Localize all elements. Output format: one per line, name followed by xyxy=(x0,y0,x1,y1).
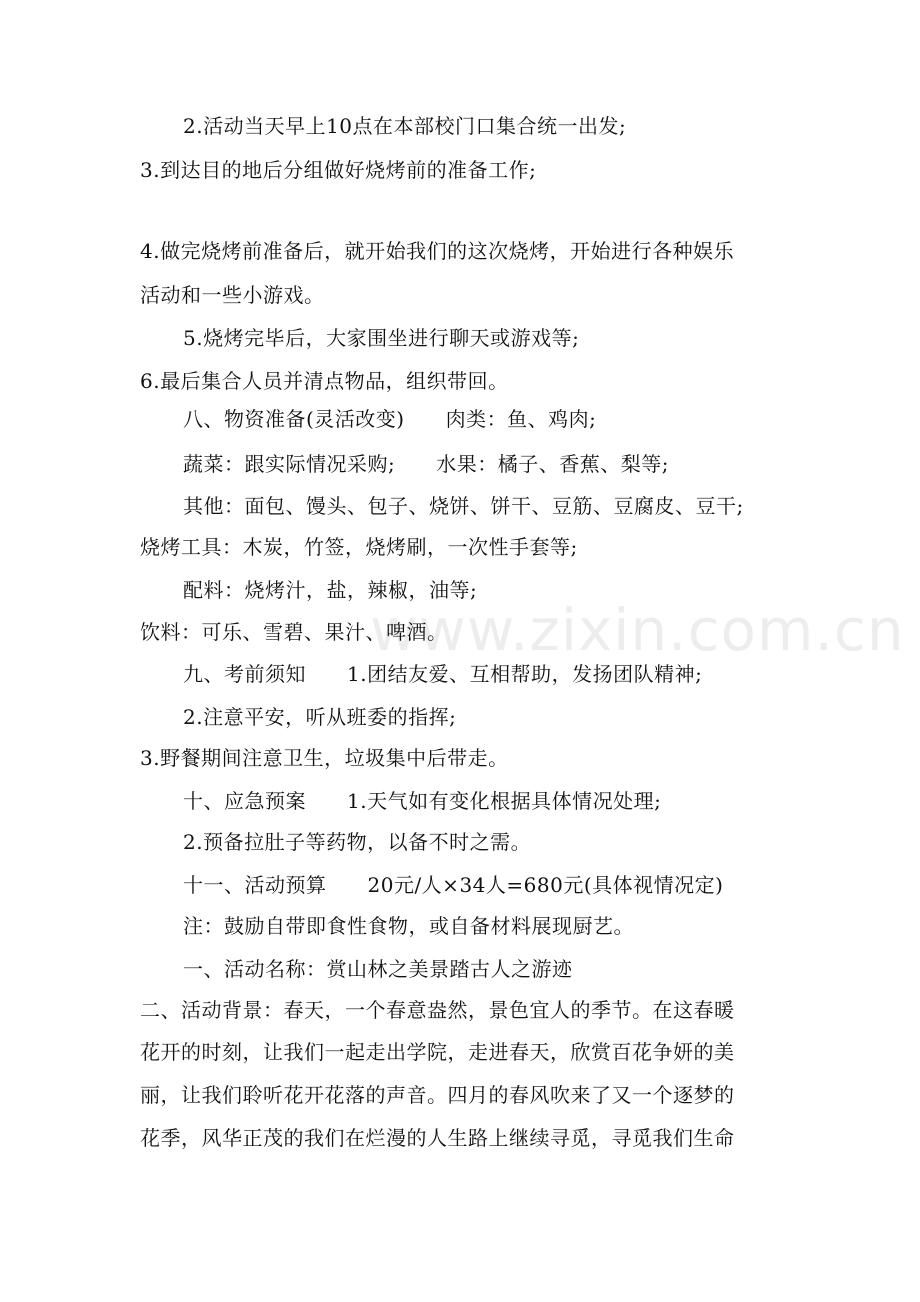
text-line: 十、应急预案 1.天气如有变化根据具体情况处理; xyxy=(183,789,662,813)
text-line: 二、活动背景：春天，一个春意盎然，景色宜人的季节。在这春暖 xyxy=(140,998,735,1022)
text-line: 饮料：可乐、雪碧、果汁、啤酒。 xyxy=(140,620,448,644)
text-line: 2.活动当天早上10点在本部校门口集合统一出发; xyxy=(183,114,627,138)
text-line: 九、考前须知 1.团结友爱、互相帮助，发扬团队精神; xyxy=(183,662,703,686)
text-line: 活动和一些小游戏。 xyxy=(140,283,325,307)
text-line: 花开的时刻，让我们一起走出学院，走进春天，欣赏百花争妍的美 xyxy=(140,1040,735,1064)
text-line: 2.预备拉肚子等药物，以备不时之需。 xyxy=(183,830,532,854)
text-line: 十一、活动预算 20元/人×34人=680元(具体视情况定) xyxy=(183,873,724,897)
text-line: 蔬菜：跟实际情况采购; 水果：橘子、香蕉、梨等; xyxy=(183,452,669,476)
text-line: 6.最后集合人员并清点物品，组织带回。 xyxy=(140,369,509,393)
text-line: 5.烧烤完毕后，大家围坐进行聊天或游戏等; xyxy=(183,326,580,350)
text-line: 八、物资准备(灵活改变) 肉类：鱼、鸡肉; xyxy=(183,407,597,431)
text-line: 其他：面包、馒头、包子、烧饼、饼干、豆筋、豆腐皮、豆干; xyxy=(183,494,744,518)
text-line: 丽，让我们聆听花开花落的声音。四月的春风吹来了又一个逐梦的 xyxy=(140,1083,735,1107)
text-line: 配料：烧烤汁，盐，辣椒，油等; xyxy=(183,578,478,602)
text-line: 花季，风华正茂的我们在烂漫的人生路上继续寻觅，寻觅我们生命 xyxy=(140,1126,735,1150)
text-line: 3.到达目的地后分组做好烧烤前的准备工作; xyxy=(140,158,537,182)
text-line: 烧烤工具：木炭，竹签，烧烤刷，一次性手套等; xyxy=(140,535,578,559)
text-line: 4.做完烧烤前准备后，就开始我们的这次烧烤，开始进行各种娱乐 xyxy=(140,239,735,263)
text-line: 一、活动名称：赏山林之美景踏古人之游迹 xyxy=(183,957,573,981)
text-line: 注：鼓励自带即食性食物，或自备材料展现厨艺。 xyxy=(183,914,634,938)
watermark: www.zixin.com.cn xyxy=(370,596,905,664)
text-line: 3.野餐期间注意卫生，垃圾集中后带走。 xyxy=(140,746,509,770)
text-line: 2.注意平安，听从班委的指挥; xyxy=(183,705,457,729)
